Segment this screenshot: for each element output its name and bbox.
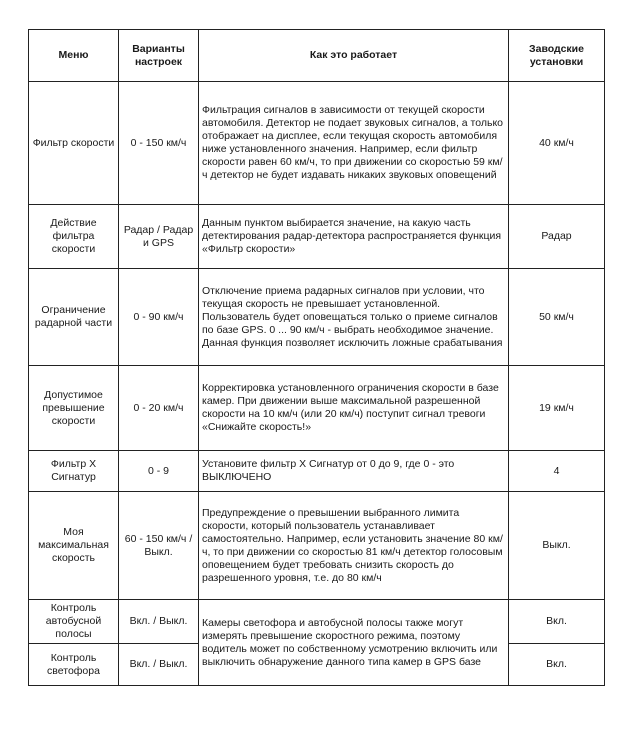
table-row (29, 205, 605, 269)
row-menu: Контроль автобусной полосы (29, 600, 119, 644)
row-description: Установите фильтр X Сигнатур от 0 до 9, где 0 - это ВЫКЛЮЧЕНО (199, 451, 509, 492)
row-factory-value: 4 (509, 451, 605, 492)
row-factory-value: 50 км/ч (509, 269, 605, 366)
row-description-merged: Камеры светофора и автобусной полосы также могут измерять превышение скоростного режима, поэтому водитель может по собственному усмотрению включить или выключить обнаружение данного типа камер в GPS базе (199, 600, 509, 686)
settings-table (28, 29, 605, 686)
row-factory-value: 40 км/ч (509, 82, 605, 205)
table-row (29, 82, 605, 205)
header-how-it-works: Как это работает (199, 30, 509, 82)
row-options: 0 - 90 км/ч (119, 269, 199, 366)
table-row (29, 269, 605, 366)
row-menu: Допустимое превышение скорости (29, 366, 119, 451)
row-factory-value: Вкл. (509, 600, 605, 644)
row-options: 0 - 20 км/ч (119, 366, 199, 451)
row-options: 0 - 9 (119, 451, 199, 492)
table-row (29, 366, 605, 451)
header-options: Варианты настроек (119, 30, 199, 82)
row-factory-value: 19 км/ч (509, 366, 605, 451)
table-row (29, 492, 605, 600)
table-row (29, 600, 605, 644)
row-options: 0 - 150 км/ч (119, 82, 199, 205)
row-description: Отключение приема радарных сигналов при условии, что текущая скорость не превышает установленной. Пользователь будет оповещаться только о приеме сигналов по базе GPS. 0 ... 90 км/ч - выбрать необходимое значение. Данная функция позволяет исключить ложные срабатывания (199, 269, 509, 366)
row-menu: Фильтр X Сигнатур (29, 451, 119, 492)
row-menu: Моя максимальная скорость (29, 492, 119, 600)
header-menu: Меню (29, 30, 119, 82)
row-menu: Действие фильтра скорости (29, 205, 119, 269)
row-menu: Контроль светофора (29, 644, 119, 686)
row-description: Данным пунктом выбирается значение, на какую часть детектирования радар-детектора распространяется функция «Фильтр скорости» (199, 205, 509, 269)
header-factory-settings: Заводские установки (509, 30, 605, 82)
row-description: Фильтрация сигналов в зависимости от текущей скорости автомобиля. Детектор не подает звуковых сигналов, а только отображает на дисплее, если текущая скорость автомобиля ниже установленного значения. Например, если фильтр скорости равен 60 км/ч, то при движении со скоростью 59 км/ч детектор не будет издавать никаких звуковых оповещений (199, 82, 509, 205)
row-factory-value: Выкл. (509, 492, 605, 600)
table-row (29, 451, 605, 492)
row-options: Радар / Радар и GPS (119, 205, 199, 269)
row-description: Предупреждение о превышении выбранного лимита скорости, который пользователь устанавливает самостоятельно. Например, если установить значение 80 км/ч, то при движении со скоростью 81 км/ч детектор голосовым оповещением будет требовать снизить скорость до разрешенного уровня, т.е. до 80 км/ч (199, 492, 509, 600)
row-options: Вкл. / Выкл. (119, 644, 199, 686)
row-description: Корректировка установленного ограничения скорости в базе камер. При движении выше максимальной разрешенной скорости на 10 км/ч (или 20 км/ч) поступит сигнал тревоги «Снижайте скорость!» (199, 366, 509, 451)
row-options: 60 - 150 км/ч / Выкл. (119, 492, 199, 600)
row-options: Вкл. / Выкл. (119, 600, 199, 644)
row-factory-value: Вкл. (509, 644, 605, 686)
table-header-row (29, 30, 605, 82)
row-menu: Ограничение радарной части (29, 269, 119, 366)
row-menu: Фильтр скорости (29, 82, 119, 205)
row-factory-value: Радар (509, 205, 605, 269)
